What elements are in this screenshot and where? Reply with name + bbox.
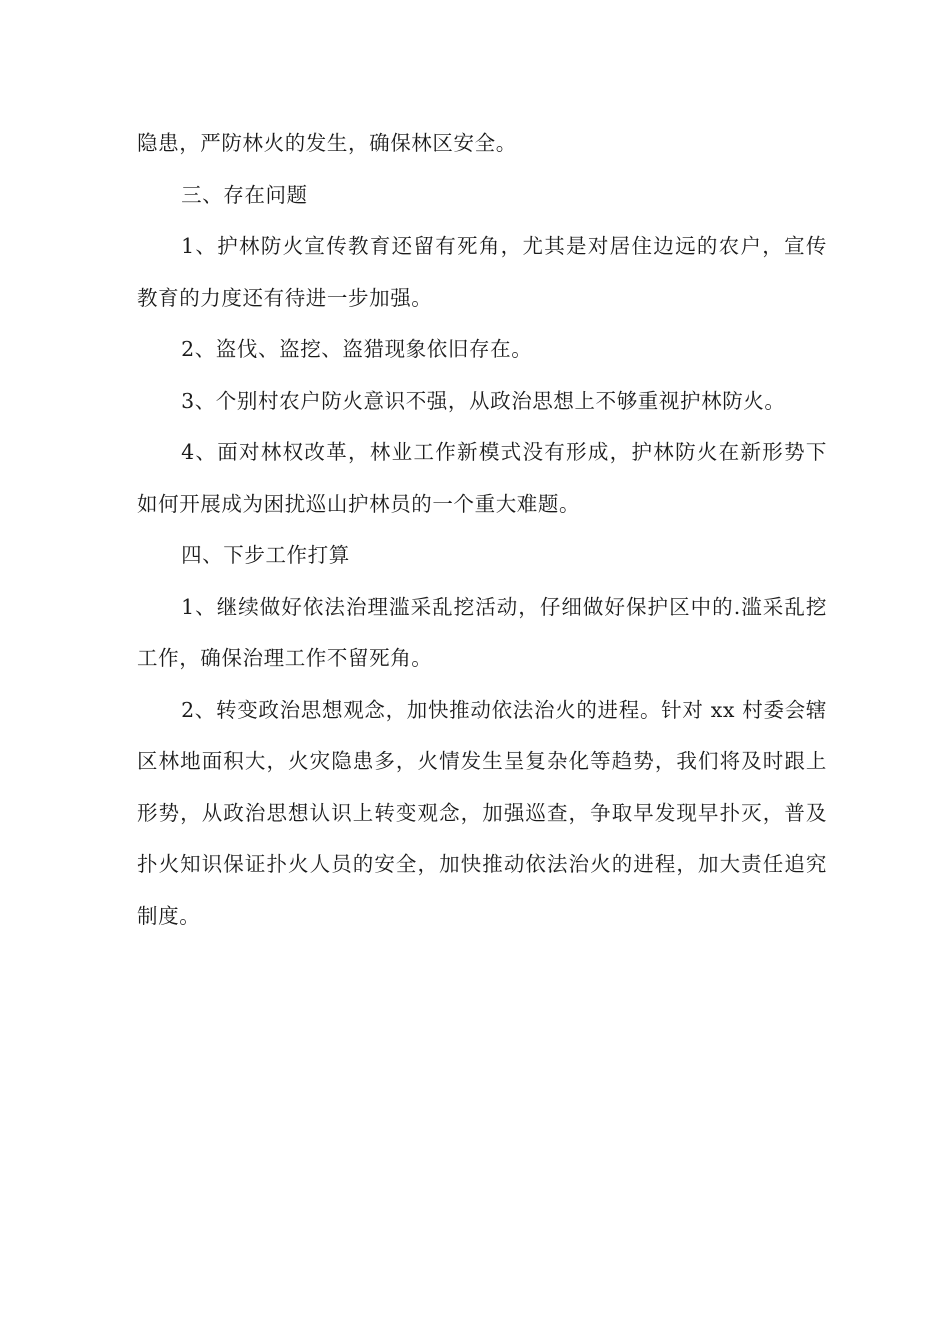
problem-item-2: 2、盗伐、盗挖、盗猎现象依旧存在。 — [181, 337, 533, 361]
document-body — [137, 118, 827, 942]
problem-item-1: 1、护林防火宣传教育还留有死角，尤其是对居住边远的农户，宣传教育的力度还有待进一步加强。 — [137, 234, 827, 310]
problem-item-4: 4、面对林权改革，林业工作新模式没有形成，护林防火在新形势下如何开展成为困扰巡山护林员的一个重大难题。 — [137, 440, 827, 516]
section-heading-next-steps: 四、下步工作打算 — [181, 543, 350, 567]
plan-item-2: 2、转变政治思想观念，加快推动依法治火的进程。针对 xx 村委会辖区林地面积大，火灾隐患多，火情发生呈复杂化等趋势，我们将及时跟上形势，从政治思想认识上转变观念，加强巡查，争取早发现早扑灭，普及扑火知识保证扑火人员的安全，加快推动依法治火的进程，加大责任追究制度。 — [137, 697, 827, 928]
plan-item-1: 1、继续做好依法治理滥采乱挖活动，仔细做好保护区中的.滥采乱挖工作，确保治理工作不留死角。 — [137, 594, 827, 670]
problem-item-3: 3、个别村农户防火意识不强，从政治思想上不够重视护林防火。 — [181, 388, 786, 413]
paragraph-hazard-continuation: 隐患，严防林火的发生，确保林区安全。 — [137, 131, 517, 155]
section-heading-problems: 三、存在问题 — [181, 182, 308, 207]
